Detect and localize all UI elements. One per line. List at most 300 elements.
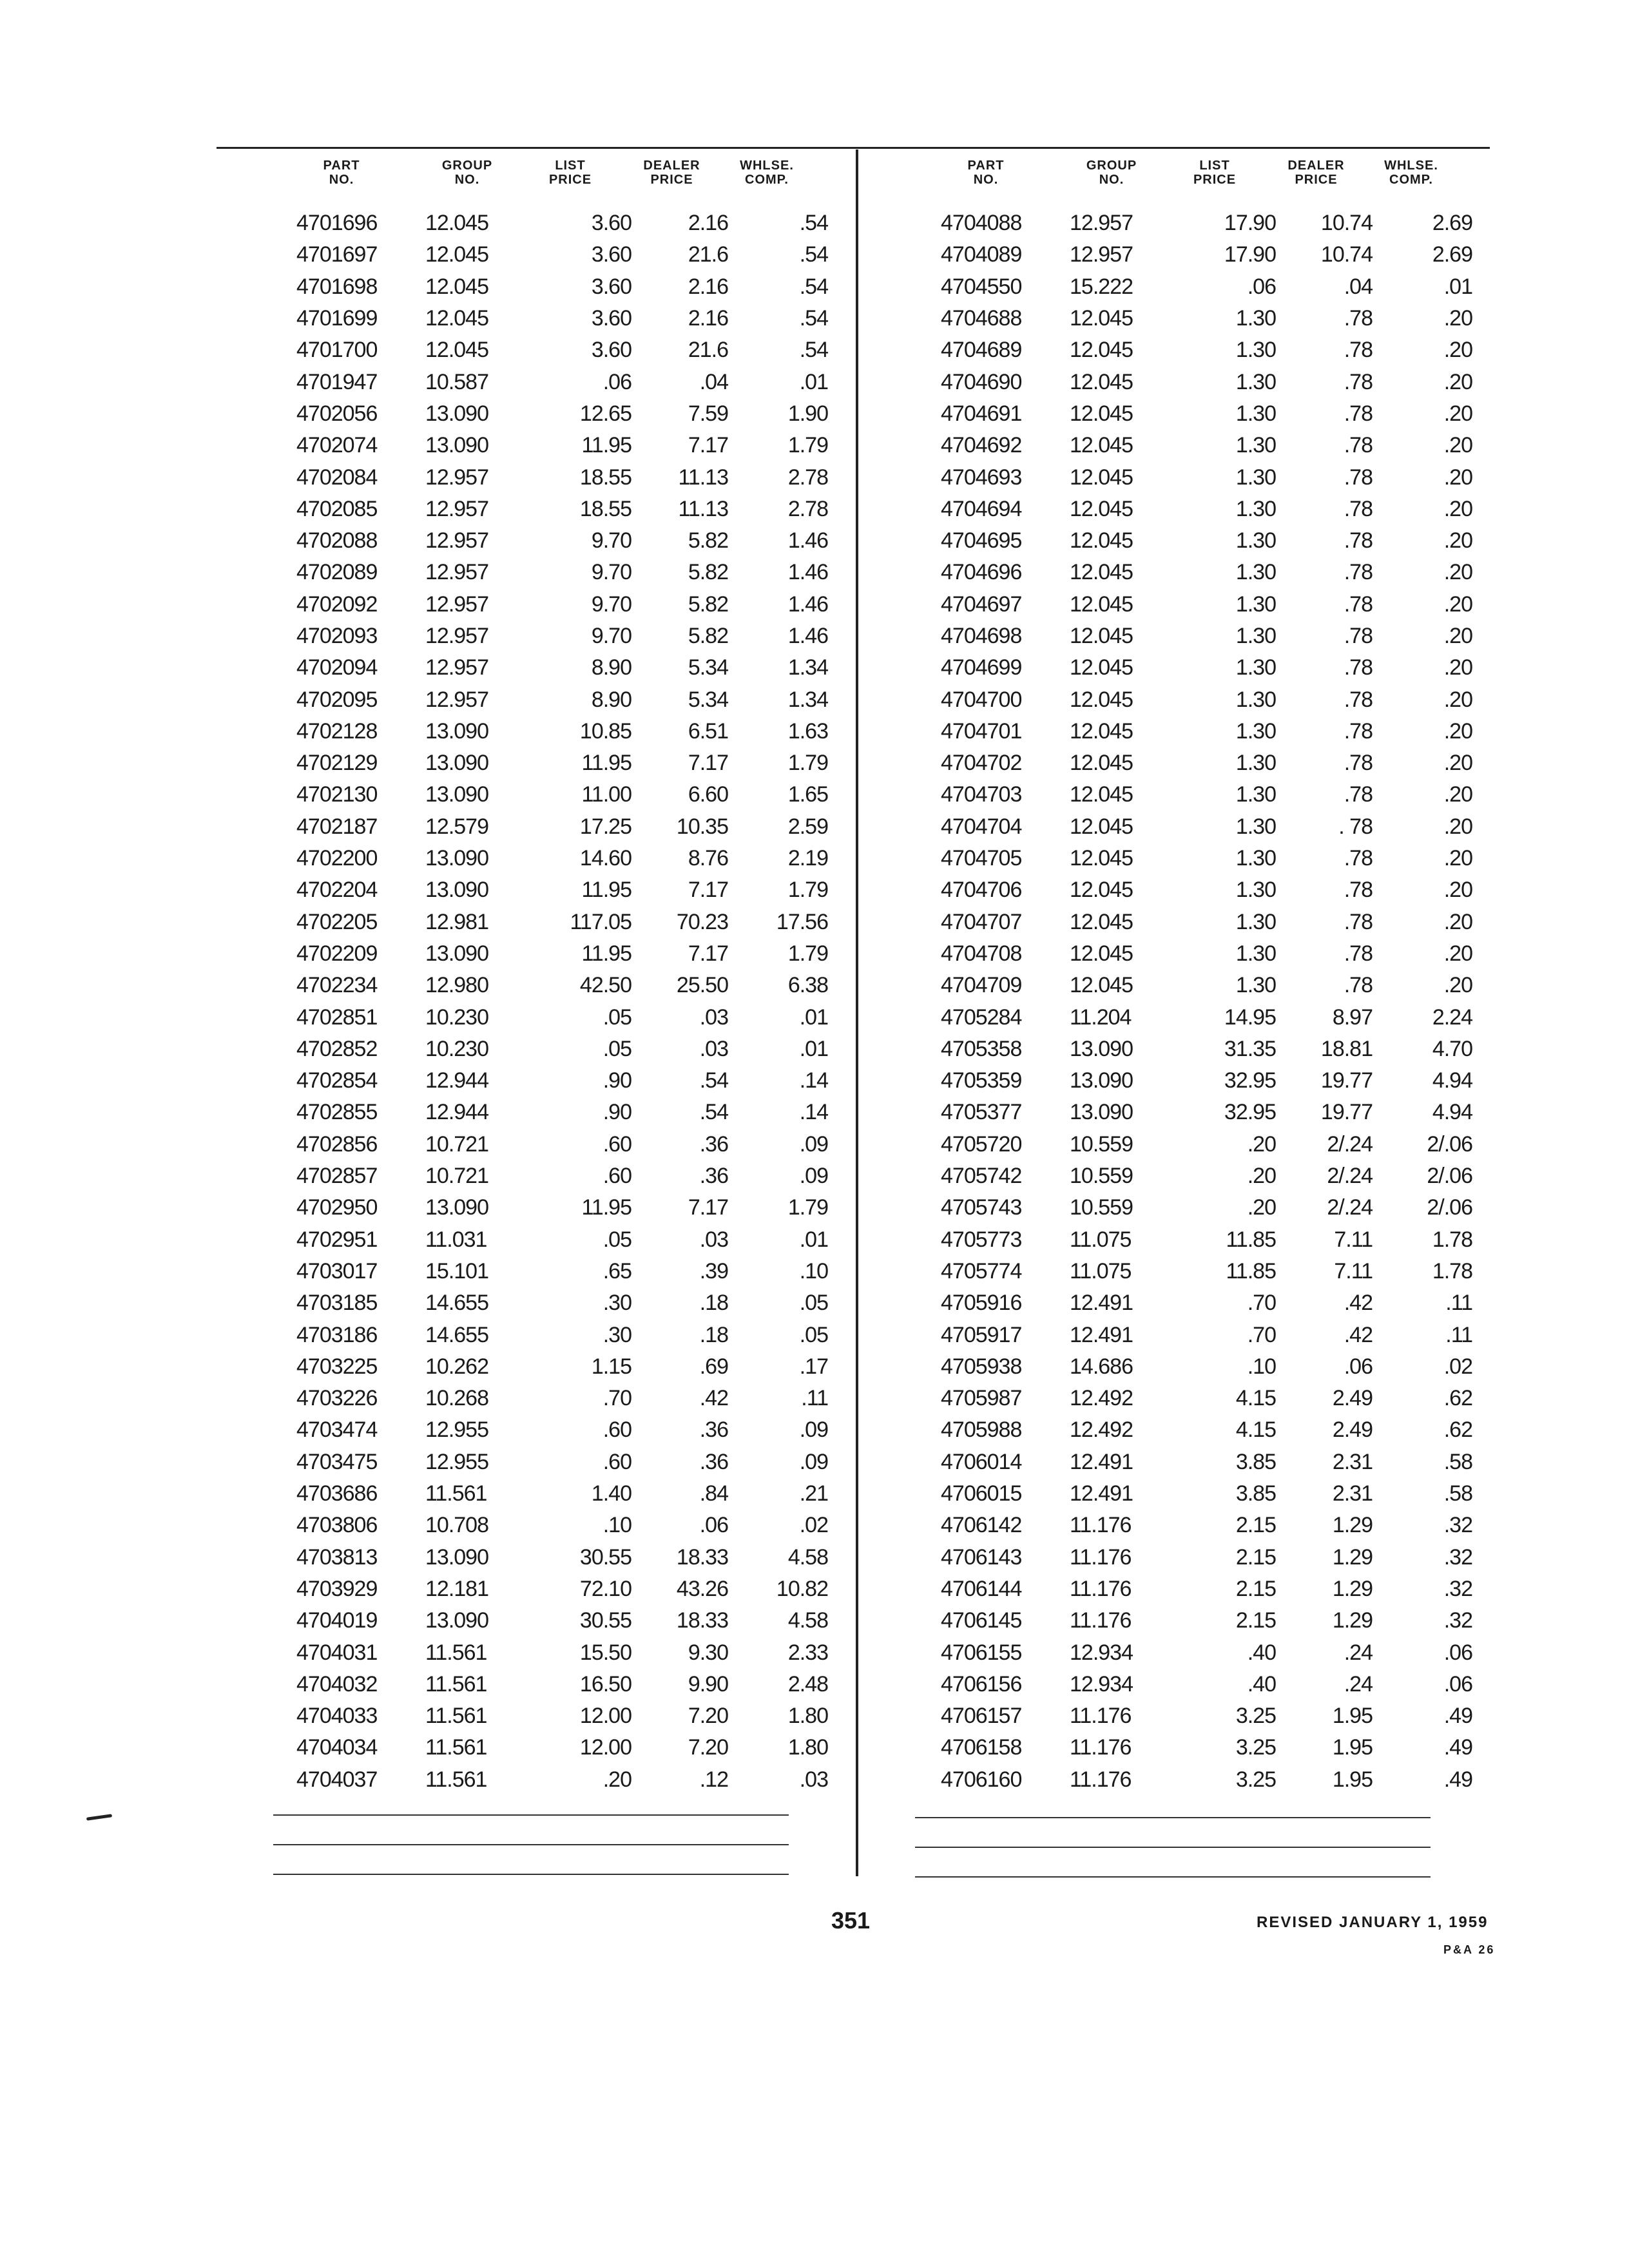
table-row (915, 874, 1472, 906)
whlse-comp-cell: .20 (1443, 718, 1472, 744)
table-row (271, 1033, 828, 1065)
part-no-cell: 4705742 (941, 1164, 1022, 1189)
list-price-cell: 2.15 (1235, 1544, 1276, 1570)
table-row (915, 716, 1472, 747)
whlse-comp-cell: 2.33 (787, 1640, 828, 1665)
left-table-body (271, 207, 828, 1796)
dealer-price-cell: 9.30 (688, 1640, 728, 1665)
table-row (271, 779, 828, 811)
list-price-cell: 1.30 (1235, 465, 1276, 490)
list-price-cell: 3.25 (1235, 1735, 1276, 1760)
dealer-price-cell: 1.29 (1332, 1513, 1373, 1538)
dealer-price-cell: .78 (1344, 433, 1373, 458)
list-price-cell: 1.15 (591, 1354, 631, 1379)
list-price-cell: .70 (1247, 1322, 1276, 1347)
table-row (915, 525, 1472, 557)
part-no-cell: 4704690 (941, 369, 1022, 394)
table-row (271, 874, 828, 906)
right-blank-entry-lines (915, 1817, 1431, 1906)
table-row (915, 684, 1472, 715)
list-price-cell: 14.60 (579, 846, 631, 871)
group-no-cell: 15.222 (1070, 274, 1133, 299)
list-price-cell: 3.60 (591, 338, 631, 363)
part-no-cell: 4702085 (296, 496, 378, 521)
whlse-comp-cell: .20 (1443, 560, 1472, 585)
whlse-comp-cell: 2.78 (787, 496, 828, 521)
table-row (915, 1637, 1472, 1668)
part-no-cell: 4704019 (296, 1608, 378, 1633)
part-no-cell: 4703186 (296, 1322, 378, 1347)
header-list-price: LIST PRICE (1193, 159, 1237, 187)
whlse-comp-cell: 4.70 (1432, 1036, 1472, 1061)
list-price-cell: 1.30 (1235, 687, 1276, 712)
list-price-cell: 1.30 (1235, 718, 1276, 744)
group-no-cell: 12.957 (425, 496, 488, 521)
part-no-cell: 4704037 (296, 1767, 378, 1792)
group-no-cell: 13.090 (425, 782, 488, 807)
list-price-cell: 12.00 (579, 1735, 631, 1760)
dealer-price-cell: 1.95 (1332, 1767, 1373, 1792)
group-no-cell: 11.075 (1070, 1227, 1132, 1252)
list-price-cell: .06 (1247, 274, 1276, 299)
part-no-cell: 4705773 (941, 1227, 1022, 1252)
part-no-cell: 4704701 (941, 718, 1022, 744)
list-price-cell: 1.30 (1235, 878, 1276, 903)
group-no-cell: 11.561 (425, 1640, 487, 1665)
group-no-cell: 12.045 (1070, 878, 1133, 903)
table-row (271, 1001, 828, 1033)
dealer-price-cell: 1.29 (1332, 1544, 1373, 1570)
whlse-comp-cell: 1.46 (787, 624, 828, 648)
part-no-cell: 4702089 (296, 560, 378, 585)
table-row (271, 303, 828, 334)
whlse-comp-cell: .54 (799, 242, 828, 267)
dealer-price-cell: .36 (699, 1418, 728, 1443)
dealer-price-cell: 2/.24 (1327, 1131, 1373, 1157)
whlse-comp-cell: .09 (799, 1449, 828, 1474)
table-row (271, 1541, 828, 1573)
group-no-cell: 10.559 (1070, 1164, 1133, 1189)
whlse-comp-cell: 1.34 (787, 655, 828, 680)
group-no-cell: 10.708 (425, 1513, 488, 1538)
table-row (271, 1700, 828, 1732)
whlse-comp-cell: .01 (1443, 274, 1472, 299)
table-row (271, 716, 828, 747)
table-row (915, 1510, 1472, 1541)
header-dealer-price: DEALER PRICE (1287, 159, 1345, 187)
part-no-cell: 4702088 (296, 528, 378, 553)
header-group-no: GROUP NO. (1086, 159, 1137, 187)
list-price-cell: 12.00 (579, 1704, 631, 1729)
dealer-price-cell: 11.13 (678, 496, 728, 521)
header-list-price: LIST PRICE (548, 159, 592, 187)
list-price-cell: 9.70 (591, 591, 631, 617)
dealer-price-cell: 2.31 (1332, 1449, 1373, 1474)
dealer-price-cell: .78 (1344, 687, 1373, 712)
whlse-comp-cell: .20 (1443, 401, 1472, 426)
whlse-comp-cell: .17 (799, 1354, 828, 1379)
group-no-cell: 12.181 (425, 1576, 488, 1601)
dealer-price-cell: 19.77 (1320, 1068, 1373, 1093)
table-row (271, 938, 828, 970)
part-no-cell: 4704032 (296, 1671, 378, 1696)
part-no-cell: 4704692 (941, 433, 1022, 458)
table-row (271, 494, 828, 525)
whlse-comp-cell: .58 (1443, 1449, 1472, 1474)
part-no-cell: 4706142 (941, 1513, 1022, 1538)
table-row (271, 1637, 828, 1668)
dealer-price-cell: 18.81 (1320, 1036, 1373, 1061)
group-no-cell: 12.045 (1070, 846, 1133, 871)
dealer-price-cell: .36 (699, 1164, 728, 1189)
dealer-price-cell: 5.82 (688, 624, 728, 648)
group-no-cell: 12.045 (1070, 591, 1133, 617)
part-no-cell: 4702074 (296, 433, 378, 458)
group-no-cell: 11.561 (425, 1735, 487, 1760)
table-row (271, 334, 828, 366)
group-no-cell: 12.579 (425, 814, 488, 839)
dealer-price-cell: .06 (1344, 1354, 1373, 1379)
dealer-price-cell: .42 (1344, 1322, 1373, 1347)
dealer-price-cell: .78 (1344, 369, 1373, 394)
list-price-cell: 3.85 (1235, 1481, 1276, 1506)
part-no-cell: 4705774 (941, 1258, 1022, 1283)
table-row (915, 1573, 1472, 1605)
part-no-cell: 4705988 (941, 1418, 1022, 1443)
list-price-cell: 11.95 (581, 433, 631, 458)
group-no-cell: 12.944 (425, 1100, 488, 1125)
whlse-comp-cell: .01 (799, 1227, 828, 1252)
whlse-comp-cell: 2.59 (787, 814, 828, 839)
dealer-price-cell: 21.6 (688, 338, 728, 363)
list-price-cell: 1.30 (1235, 369, 1276, 394)
group-no-cell: 11.075 (1070, 1258, 1132, 1283)
part-no-cell: 4705743 (941, 1195, 1022, 1220)
part-no-cell: 4704088 (941, 211, 1022, 236)
table-row (915, 461, 1472, 493)
part-no-cell: 4706014 (941, 1449, 1022, 1474)
table-row (915, 1129, 1472, 1160)
dealer-price-cell: 5.34 (688, 687, 728, 712)
list-price-cell: 18.55 (579, 496, 631, 521)
group-no-cell: 11.561 (425, 1671, 487, 1696)
whlse-comp-cell: .20 (1443, 306, 1472, 331)
group-no-cell: 10.587 (425, 369, 488, 394)
list-price-cell: .06 (602, 369, 631, 394)
dealer-price-cell: .78 (1344, 528, 1373, 553)
list-price-cell: .05 (602, 1036, 631, 1061)
dealer-price-cell: 1.29 (1332, 1576, 1373, 1601)
group-no-cell: 12.491 (1070, 1322, 1133, 1347)
group-no-cell: 12.045 (1070, 751, 1133, 776)
whlse-comp-cell: 1.90 (787, 401, 828, 426)
part-no-cell: 4704705 (941, 846, 1022, 871)
group-no-cell: 10.268 (425, 1386, 488, 1411)
table-row (271, 1319, 828, 1350)
right-price-table (915, 159, 1472, 1796)
group-no-cell: 12.045 (1070, 465, 1133, 490)
whlse-comp-cell: .54 (799, 274, 828, 299)
list-price-cell: 1.30 (1235, 591, 1276, 617)
dealer-price-cell: 10.35 (676, 814, 728, 839)
list-price-cell: 32.95 (1224, 1068, 1276, 1093)
whlse-comp-cell: 4.94 (1432, 1068, 1472, 1093)
whlse-comp-cell: 1.46 (787, 528, 828, 553)
dealer-price-cell: 1.95 (1332, 1704, 1373, 1729)
part-no-cell: 4702854 (296, 1068, 378, 1093)
dealer-price-cell: .04 (699, 369, 728, 394)
group-no-cell: 12.045 (1070, 433, 1133, 458)
list-price-cell: 1.30 (1235, 751, 1276, 776)
table-row (915, 1669, 1472, 1700)
list-price-cell: 30.55 (579, 1544, 631, 1570)
table-row (915, 1764, 1472, 1796)
group-no-cell: 11.176 (1070, 1704, 1132, 1729)
dealer-price-cell: .78 (1344, 878, 1373, 903)
list-price-cell: .20 (1247, 1131, 1276, 1157)
table-row (915, 747, 1472, 779)
list-price-cell: 17.90 (1224, 211, 1276, 236)
whlse-comp-cell: .11 (1445, 1291, 1472, 1316)
whlse-comp-cell: 1.78 (1432, 1227, 1472, 1252)
group-no-cell: 12.045 (1070, 369, 1133, 394)
dealer-price-cell: .78 (1344, 846, 1373, 871)
group-no-cell: 12.045 (425, 306, 488, 331)
group-no-cell: 13.090 (425, 718, 488, 744)
table-row (915, 907, 1472, 938)
whlse-comp-cell: .20 (1443, 655, 1472, 680)
table-row (915, 430, 1472, 461)
dealer-price-cell: .69 (699, 1354, 728, 1379)
group-no-cell: 12.045 (425, 211, 488, 236)
group-no-cell: 12.045 (1070, 655, 1133, 680)
dealer-price-cell: 7.17 (688, 433, 728, 458)
table-row (271, 970, 828, 1001)
whlse-comp-cell: .32 (1443, 1608, 1472, 1633)
list-price-cell: 16.50 (579, 1671, 631, 1696)
whlse-comp-cell: .20 (1443, 814, 1472, 839)
dealer-price-cell: .06 (699, 1513, 728, 1538)
header-part-no: PART NO. (967, 159, 1005, 187)
whlse-comp-cell: 17.56 (776, 909, 828, 934)
dealer-price-cell: 5.34 (688, 655, 728, 680)
table-row (915, 1256, 1472, 1287)
table-row (915, 557, 1472, 588)
whlse-comp-cell: .05 (799, 1322, 828, 1347)
dealer-price-cell: .78 (1344, 338, 1373, 363)
whlse-comp-cell: .11 (1445, 1322, 1472, 1347)
whlse-comp-cell: .09 (799, 1131, 828, 1157)
dealer-price-cell: 25.50 (676, 973, 728, 998)
revision-date: REVISED JANUARY 1, 1959 (1257, 1914, 1489, 1931)
group-no-cell: 11.561 (425, 1704, 487, 1729)
dealer-price-cell: .54 (699, 1100, 728, 1125)
whlse-comp-cell: 2.24 (1432, 1004, 1472, 1030)
group-no-cell: 12.045 (1070, 973, 1133, 998)
part-no-cell: 4704703 (941, 782, 1022, 807)
group-no-cell: 12.491 (1070, 1449, 1133, 1474)
whlse-comp-cell: .58 (1443, 1481, 1472, 1506)
dealer-price-cell: .18 (699, 1291, 728, 1316)
whlse-comp-cell: .01 (799, 1036, 828, 1061)
table-row (915, 1065, 1472, 1097)
table-row (915, 239, 1472, 271)
list-price-cell: 72.10 (579, 1576, 631, 1601)
list-price-cell: 2.15 (1235, 1608, 1276, 1633)
blank-line (273, 1844, 789, 1845)
group-no-cell: 12.045 (1070, 687, 1133, 712)
header-whlse-comp: WHLSE. COMP. (740, 159, 794, 187)
part-no-cell: 4706157 (941, 1704, 1022, 1729)
list-price-cell: 14.95 (1224, 1004, 1276, 1030)
group-no-cell: 13.090 (425, 433, 488, 458)
table-row (271, 1573, 828, 1605)
dealer-price-cell: 5.82 (688, 591, 728, 617)
part-no-cell: 4702851 (296, 1004, 378, 1030)
list-price-cell: 18.55 (579, 465, 631, 490)
group-no-cell: 12.957 (425, 528, 488, 553)
dealer-price-cell: .78 (1344, 465, 1373, 490)
whlse-comp-cell: 1.46 (787, 591, 828, 617)
part-no-cell: 4704704 (941, 814, 1022, 839)
part-no-cell: 4701698 (296, 274, 378, 299)
dealer-price-cell: 8.97 (1332, 1004, 1373, 1030)
table-row (271, 1510, 828, 1541)
list-price-cell: .40 (1247, 1640, 1276, 1665)
table-row (271, 1605, 828, 1637)
table-row (915, 398, 1472, 430)
whlse-comp-cell: 4.94 (1432, 1100, 1472, 1125)
part-no-cell: 4706160 (941, 1767, 1022, 1792)
list-price-cell: 1.30 (1235, 338, 1276, 363)
dealer-price-cell: .42 (1344, 1291, 1373, 1316)
dealer-price-cell: 43.26 (676, 1576, 728, 1601)
dealer-price-cell: 7.17 (688, 1195, 728, 1220)
group-no-cell: 12.045 (1070, 782, 1133, 807)
part-no-cell: 4704694 (941, 496, 1022, 521)
whlse-comp-cell: 2/.06 (1427, 1164, 1472, 1189)
whlse-comp-cell: 1.79 (787, 751, 828, 776)
part-no-cell: 4703226 (296, 1386, 378, 1411)
list-price-cell: 3.25 (1235, 1704, 1276, 1729)
table-row (915, 589, 1472, 620)
part-no-cell: 4702855 (296, 1100, 378, 1125)
group-no-cell: 12.934 (1070, 1640, 1133, 1665)
margin-mark (86, 1814, 112, 1821)
table-row (915, 1224, 1472, 1256)
whlse-comp-cell: 1.46 (787, 560, 828, 585)
dealer-price-cell: 2/.24 (1327, 1164, 1373, 1189)
part-no-cell: 4703017 (296, 1258, 378, 1283)
table-row (915, 1383, 1472, 1414)
part-no-cell: 4702200 (296, 846, 378, 871)
whlse-comp-cell: .14 (799, 1100, 828, 1125)
part-no-cell: 4701699 (296, 306, 378, 331)
part-no-cell: 4705284 (941, 1004, 1022, 1030)
table-row (271, 652, 828, 684)
right-table-header (915, 159, 1472, 197)
part-no-cell: 4704089 (941, 242, 1022, 267)
part-no-cell: 4702856 (296, 1131, 378, 1157)
dealer-price-cell: .78 (1344, 782, 1373, 807)
whlse-comp-cell: 1.79 (787, 941, 828, 966)
group-no-cell: 12.957 (425, 624, 488, 648)
group-no-cell: 13.090 (425, 1195, 488, 1220)
part-no-cell: 4703806 (296, 1513, 378, 1538)
whlse-comp-cell: .02 (799, 1513, 828, 1538)
part-no-cell: 4702209 (296, 941, 378, 966)
part-no-cell: 4703225 (296, 1354, 378, 1379)
group-no-cell: 12.957 (425, 591, 488, 617)
part-no-cell: 4702056 (296, 401, 378, 426)
part-no-cell: 4701697 (296, 242, 378, 267)
list-price-cell: 11.95 (581, 941, 631, 966)
blank-line (915, 1817, 1431, 1818)
table-row (915, 1351, 1472, 1383)
list-price-cell: .60 (602, 1418, 631, 1443)
list-price-cell: 9.70 (591, 560, 631, 585)
list-price-cell: 3.60 (591, 274, 631, 299)
whlse-comp-cell: 2.48 (787, 1671, 828, 1696)
list-price-cell: .70 (602, 1386, 631, 1411)
group-no-cell: 11.176 (1070, 1513, 1132, 1538)
group-no-cell: 13.090 (425, 846, 488, 871)
list-price-cell: .20 (602, 1767, 631, 1792)
list-price-cell: 3.60 (591, 242, 631, 267)
part-no-cell: 4702128 (296, 718, 378, 744)
list-price-cell: 1.30 (1235, 814, 1276, 839)
part-no-cell: 4704698 (941, 624, 1022, 648)
part-no-cell: 4704700 (941, 687, 1022, 712)
dealer-price-cell: .24 (1344, 1671, 1373, 1696)
dealer-price-cell: 7.17 (688, 878, 728, 903)
group-no-cell: 12.045 (425, 338, 488, 363)
dealer-price-cell: .78 (1344, 655, 1373, 680)
group-no-cell: 11.176 (1070, 1735, 1132, 1760)
table-row (915, 1414, 1472, 1446)
dealer-price-cell: .78 (1344, 751, 1373, 776)
group-no-cell: 10.559 (1070, 1131, 1133, 1157)
part-no-cell: 4704691 (941, 401, 1022, 426)
part-no-cell: 4705358 (941, 1036, 1022, 1061)
whlse-comp-cell: .62 (1443, 1386, 1472, 1411)
table-row (271, 907, 828, 938)
list-price-cell: .60 (602, 1449, 631, 1474)
dealer-price-cell: 6.51 (688, 718, 728, 744)
whlse-comp-cell: .20 (1443, 591, 1472, 617)
header-dealer-price: DEALER PRICE (643, 159, 700, 187)
group-no-cell: 12.045 (1070, 306, 1133, 331)
group-no-cell: 12.045 (1070, 941, 1133, 966)
dealer-price-cell: 7.11 (1334, 1258, 1373, 1283)
whlse-comp-cell: .49 (1443, 1704, 1472, 1729)
dealer-price-cell: 9.90 (688, 1671, 728, 1696)
list-price-cell: 10.85 (579, 718, 631, 744)
part-no-cell: 4704699 (941, 655, 1022, 680)
whlse-comp-cell: .20 (1443, 909, 1472, 934)
part-no-cell: 4704550 (941, 274, 1022, 299)
dealer-price-cell: .78 (1344, 941, 1373, 966)
table-row (915, 1319, 1472, 1350)
dealer-price-cell: .03 (699, 1004, 728, 1030)
list-price-cell: 3.25 (1235, 1767, 1276, 1792)
part-no-cell: 4703929 (296, 1576, 378, 1601)
list-price-cell: 3.60 (591, 306, 631, 331)
dealer-price-cell: 7.17 (688, 941, 728, 966)
dealer-price-cell: .78 (1344, 591, 1373, 617)
dealer-price-cell: .39 (699, 1258, 728, 1283)
table-row (271, 1764, 828, 1796)
